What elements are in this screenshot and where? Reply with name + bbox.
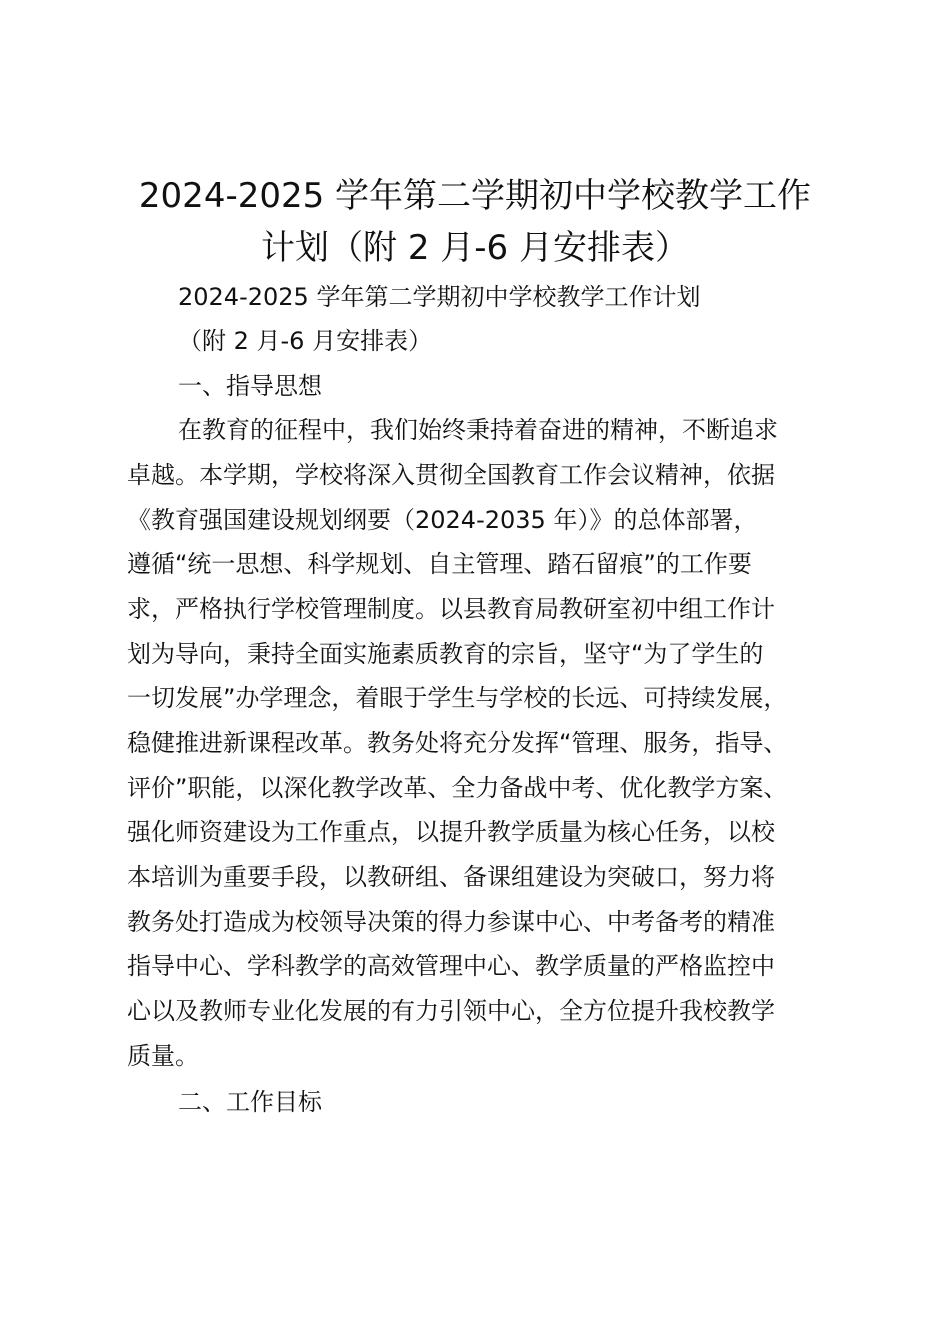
paragraph-line: 《教育强国建设规划纲要（2024-2035 年）》的总体部署，	[127, 506, 758, 534]
paragraph-line: 评价”职能，以深化教学改革、全力备战中考、优化教学方案、	[127, 774, 788, 802]
document-title-line-1: 2024-2025 学年第二学期初中学校教学工作	[138, 176, 812, 216]
paragraph-line: 遵循“统一思想、科学规划、自主管理、踏石留痕”的工作要	[127, 550, 752, 578]
paragraph-line: 卓越。本学期，学校将深入贯彻全国教育工作会议精神，依据	[127, 461, 775, 489]
paragraph-line: 求，严格执行学校管理制度。以县教育局教研室初中组工作计	[127, 595, 775, 623]
subtitle-line-1: 2024-2025 学年第二学期初中学校教学工作计划	[178, 283, 701, 311]
paragraph-line: 指导中心、学科教学的高效管理中心、教学质量的严格监控中	[127, 952, 775, 980]
paragraph-line: 质量。	[127, 1042, 199, 1070]
paragraph-line: 本培训为重要手段，以教研组、备课组建设为突破口，努力将	[127, 863, 775, 891]
paragraph-line: 在教育的征程中，我们始终秉持着奋进的精神，不断追求	[178, 416, 778, 444]
document-title-line-2: 计划（附 2 月-6 月安排表）	[261, 228, 689, 268]
paragraph-line: 一切发展”办学理念，着眼于学生与学校的长远、可持续发展，	[127, 684, 788, 712]
section-heading-guiding-ideology: 一、指导思想	[178, 372, 322, 400]
paragraph-line: 教务处打造成为校领导决策的得力参谋中心、中考备考的精准	[127, 908, 775, 936]
paragraph-line: 划为导向，秉持全面实施素质教育的宗旨，坚守“为了学生的	[127, 640, 764, 668]
paragraph-line: 心以及教师专业化发展的有力引领中心，全方位提升我校教学	[127, 997, 775, 1025]
document-title	[95, 170, 855, 274]
paragraph-line: 强化师资建设为工作重点，以提升教学质量为核心任务，以校	[127, 818, 775, 846]
section-heading-work-goals: 二、工作目标	[178, 1088, 322, 1116]
paragraph-line: 稳健推进新课程改革。教务处将充分发挥“管理、服务，指导、	[127, 729, 788, 757]
subtitle-line-2: （附 2 月-6 月安排表）	[178, 327, 433, 355]
